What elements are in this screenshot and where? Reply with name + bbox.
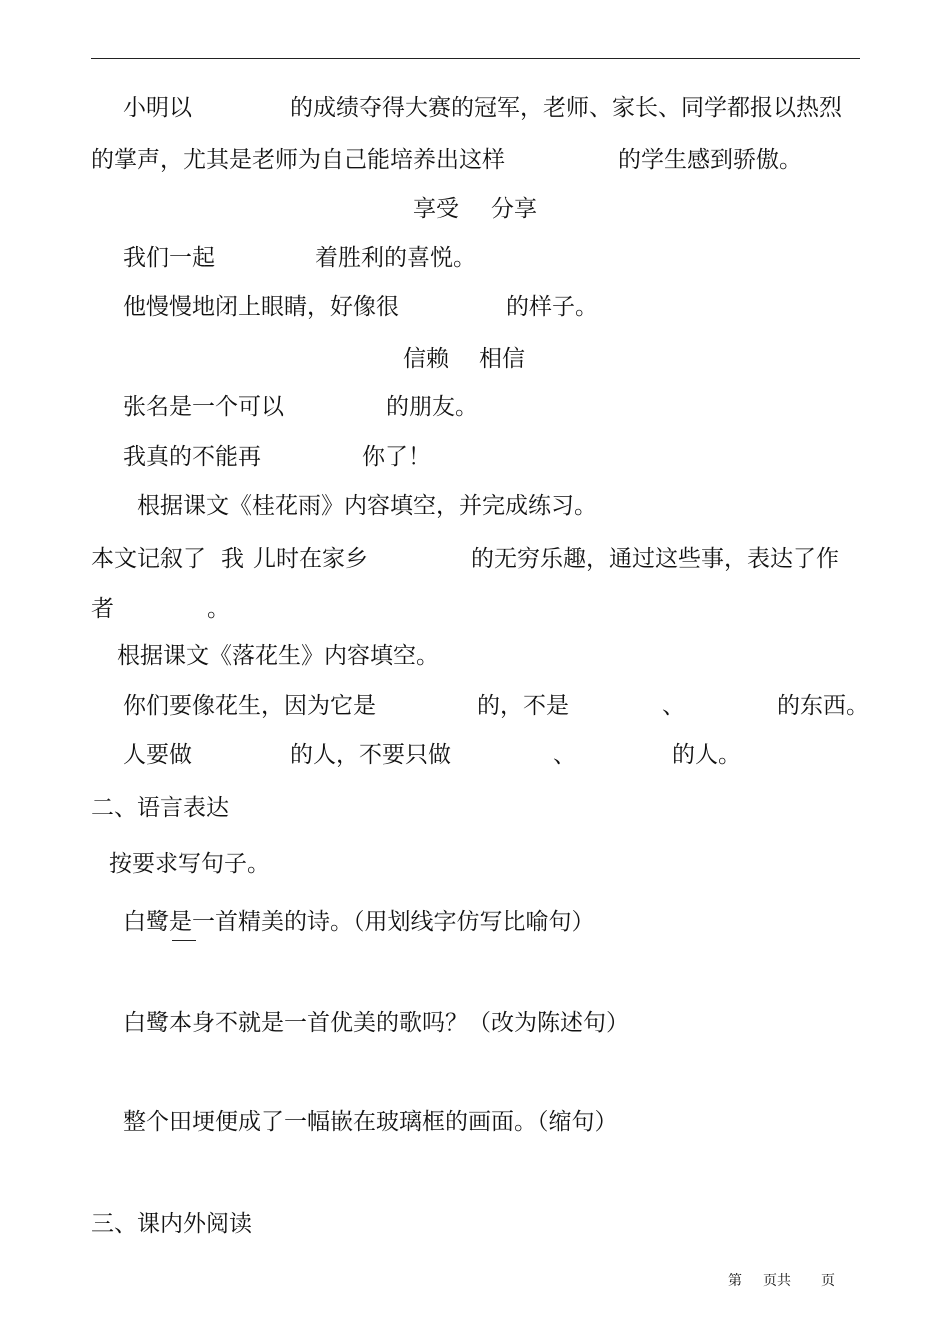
text-line: 。 (207, 596, 230, 622)
text-line: 的无穷乐趣，通过这些事，表达了作 (471, 546, 839, 572)
text-line: 者 (91, 596, 114, 622)
text-line: 我们一起 (123, 245, 215, 271)
word-option: 享受 (413, 196, 459, 222)
text-line: 的朋友。 (386, 394, 478, 420)
text-line: 、 (553, 742, 576, 768)
instruction: 根据课文《桂花雨》内容填空，并完成练习。 (137, 493, 597, 519)
text-line: 的东西。 (777, 693, 869, 719)
text-line: 你们要像花生，因为它是 (123, 693, 376, 719)
section-heading: 二、语言表达 (91, 795, 229, 821)
word-option: 相信 (479, 346, 525, 372)
text-line: 小明以 (123, 95, 192, 121)
text-line: 的成绩夺得大赛的冠军，老师、家长、同学都报以热烈 (290, 95, 842, 121)
exercise-sentence: 白鹭是一首精美的诗。（用划线字仿写比喻句） (123, 909, 595, 935)
exercise-sentence: 整个田埂便成了一幅嵌在玻璃框的画面。（缩句） (123, 1109, 618, 1135)
instruction: 根据课文《落花生》内容填空。 (117, 643, 439, 669)
text-line: 本文记叙了 (91, 546, 206, 572)
header-rule (91, 58, 860, 59)
text-line: 的人，不要只做 (290, 742, 451, 768)
text-line: 你了！ (362, 444, 431, 470)
text-line: 的样子。 (506, 294, 598, 320)
text-line: 我真的不能再 (123, 444, 261, 470)
text-line: 着胜利的喜悦。 (315, 245, 476, 271)
exercise-sentence: 白鹭本身不就是一首优美的歌吗？（改为陈述句） (123, 1010, 629, 1036)
text-line: 、 (662, 693, 685, 719)
underline-mark (172, 940, 196, 941)
text-line: 张名是一个可以 (123, 394, 284, 420)
text-line: 的人。 (672, 742, 741, 768)
text-line: 他慢慢地闭上眼睛，好像很 (123, 294, 399, 320)
text-line: 的，不是 (477, 693, 569, 719)
text-line: 我 (221, 546, 244, 572)
text-line: 的学生感到骄傲。 (618, 147, 802, 173)
page-footer-label: 页共 (763, 1273, 791, 1289)
text-line: 儿时在家乡 (253, 546, 368, 572)
word-option: 信赖 (403, 346, 449, 372)
page-footer-label: 页 (821, 1273, 835, 1289)
instruction: 按要求写句子。 (109, 851, 270, 877)
page-footer-label: 第 (728, 1273, 742, 1289)
section-heading: 三、课内外阅读 (91, 1211, 252, 1237)
text-line: 人要做 (123, 742, 192, 768)
word-option: 分享 (491, 196, 537, 222)
text-line: 的掌声，尤其是老师为自己能培养出这样 (91, 147, 505, 173)
